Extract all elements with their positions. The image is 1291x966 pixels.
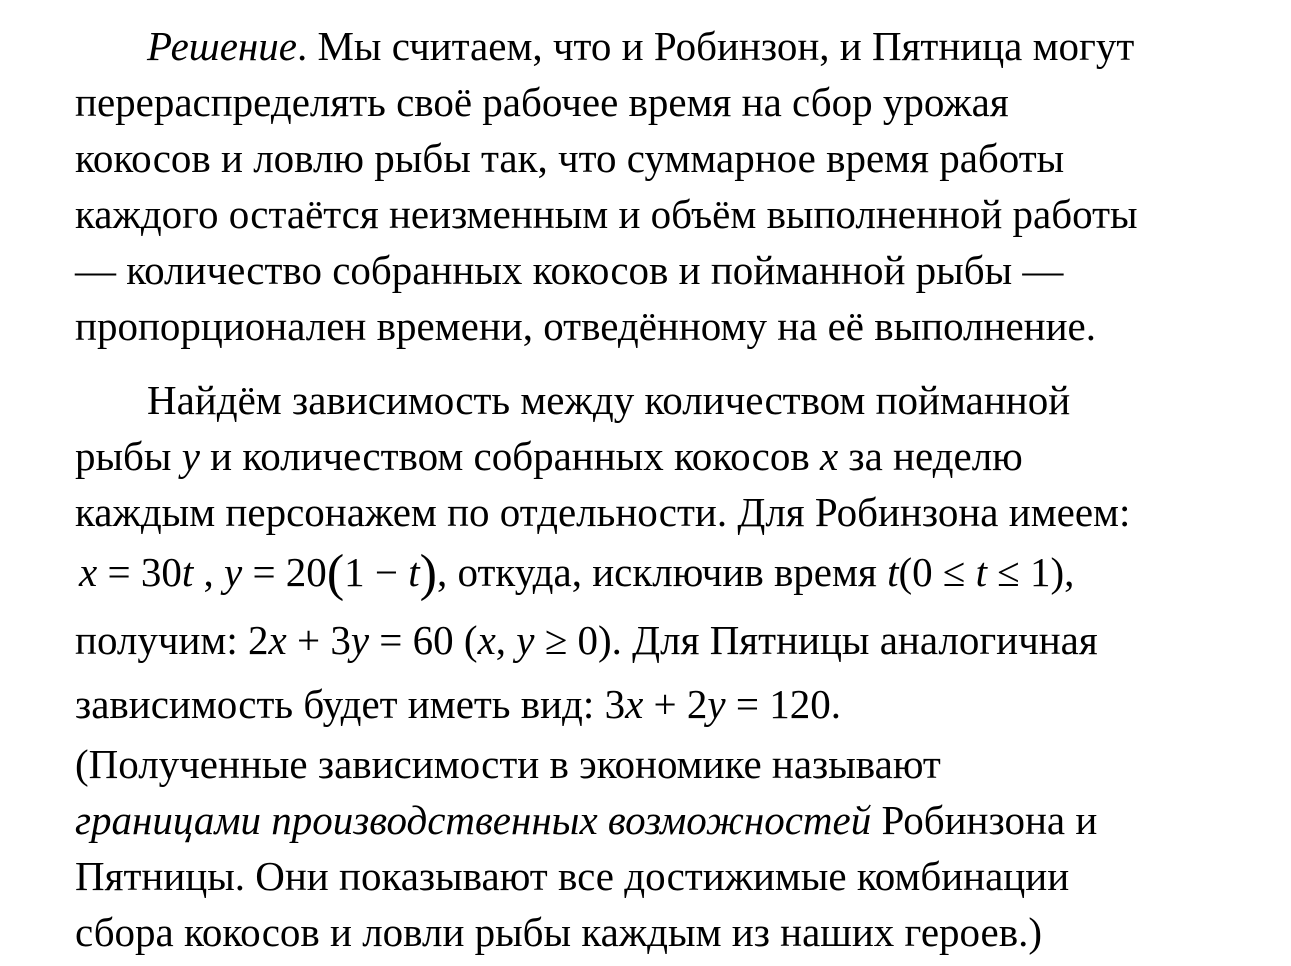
p2-line-6 bbox=[75, 676, 841, 732]
variable-x: x bbox=[819, 433, 839, 479]
time-var-t: t bbox=[887, 549, 899, 595]
eq-x-var: x bbox=[79, 549, 98, 595]
cond-y: y bbox=[516, 617, 535, 663]
eq-separator: , bbox=[193, 549, 224, 595]
cond-sep: , bbox=[495, 617, 517, 663]
p2-line-1: Найдём зависимость между количеством пойманной bbox=[147, 377, 1071, 423]
right-paren: ) bbox=[419, 545, 437, 602]
p2-line-2 bbox=[75, 428, 1023, 484]
eq1-y: y bbox=[350, 617, 370, 663]
p1-line-6: пропорционален времени, отведённому на её выполнение. bbox=[75, 303, 1096, 349]
p2-line-2-a: рыбы bbox=[75, 433, 182, 479]
eq1-x: x bbox=[268, 617, 287, 663]
p1-line-1 bbox=[147, 18, 1134, 74]
p2-line-2-b: и количеством собранных кокосов bbox=[199, 433, 820, 479]
eq-x-t: t bbox=[181, 549, 194, 595]
p2-line-8 bbox=[75, 792, 1097, 848]
eq2-coef-3: 3 bbox=[604, 681, 626, 727]
cond-ge: ≥ 0 bbox=[534, 617, 598, 663]
eq1-coef-2: 2 bbox=[248, 617, 269, 663]
p2-line-5 bbox=[75, 612, 1098, 668]
eq2-rhs: = 120 bbox=[725, 681, 831, 727]
cond-x: x bbox=[477, 617, 496, 663]
p1-line-4: каждого остаётся неизменным и объём выполненной работы bbox=[75, 191, 1138, 237]
p2-line-2-c: за неделю bbox=[838, 433, 1023, 479]
p2-line-6-b: . bbox=[830, 681, 841, 727]
p2-line-4-text: , откуда, исключив время bbox=[437, 549, 888, 595]
eq-y-t: t bbox=[408, 549, 420, 595]
left-paren: ( bbox=[326, 545, 345, 602]
p2-line-3: каждым персонажем по отдельности. Для Робинзона имеем: bbox=[75, 489, 1131, 535]
eq1-rhs: = 60 bbox=[369, 617, 454, 663]
p1-line-1-text: . Мы считаем, что и Робинзон, и Пятница могут bbox=[296, 23, 1135, 69]
p2-line-5-b: ). Для Пятницы аналогичная bbox=[598, 617, 1098, 663]
range-t: t bbox=[975, 549, 988, 595]
eq2-y: y bbox=[707, 681, 726, 727]
cond-open: ( bbox=[453, 617, 478, 663]
p2-line-6-a: зависимость будет иметь вид: bbox=[75, 681, 605, 727]
p1-line-3: кокосов и ловлю рыбы так, что суммарное время работы bbox=[75, 135, 1065, 181]
p2-line-8-rest: Робинзона и bbox=[871, 797, 1098, 843]
p2-line-4-equations bbox=[79, 544, 1074, 600]
range-open: (0 ≤ bbox=[898, 549, 976, 595]
eq-one-minus: 1 − bbox=[344, 549, 409, 595]
solution-label: Решение bbox=[147, 23, 297, 69]
eq-y-rhs: = 20 bbox=[242, 549, 327, 595]
eq-y-var: y bbox=[223, 549, 243, 595]
p1-line-2: перераспределять своё рабочее время на сбор урожая bbox=[75, 79, 1009, 125]
eq2-plus2: + 2 bbox=[643, 681, 708, 727]
term-ppf: границами производственных возможностей bbox=[75, 797, 872, 843]
eq2-x: x bbox=[625, 681, 644, 727]
p2-line-7: (Полученные зависимости в экономике называют bbox=[75, 741, 941, 787]
range-close: ≤ 1), bbox=[987, 549, 1075, 595]
eq1-plus3: + 3 bbox=[286, 617, 351, 663]
p1-line-5: — количество собранных кокосов и пойманной рыбы — bbox=[75, 247, 1064, 293]
p2-line-5-a: получим: bbox=[75, 617, 249, 663]
p2-line-10: сбора кокосов и ловли рыбы каждым из наших героев.) bbox=[75, 909, 1042, 955]
variable-y: y bbox=[181, 433, 200, 479]
eq-x-rhs: = 30 bbox=[97, 549, 182, 595]
p2-line-9: Пятницы. Они показывают все достижимые комбинации bbox=[75, 853, 1070, 899]
